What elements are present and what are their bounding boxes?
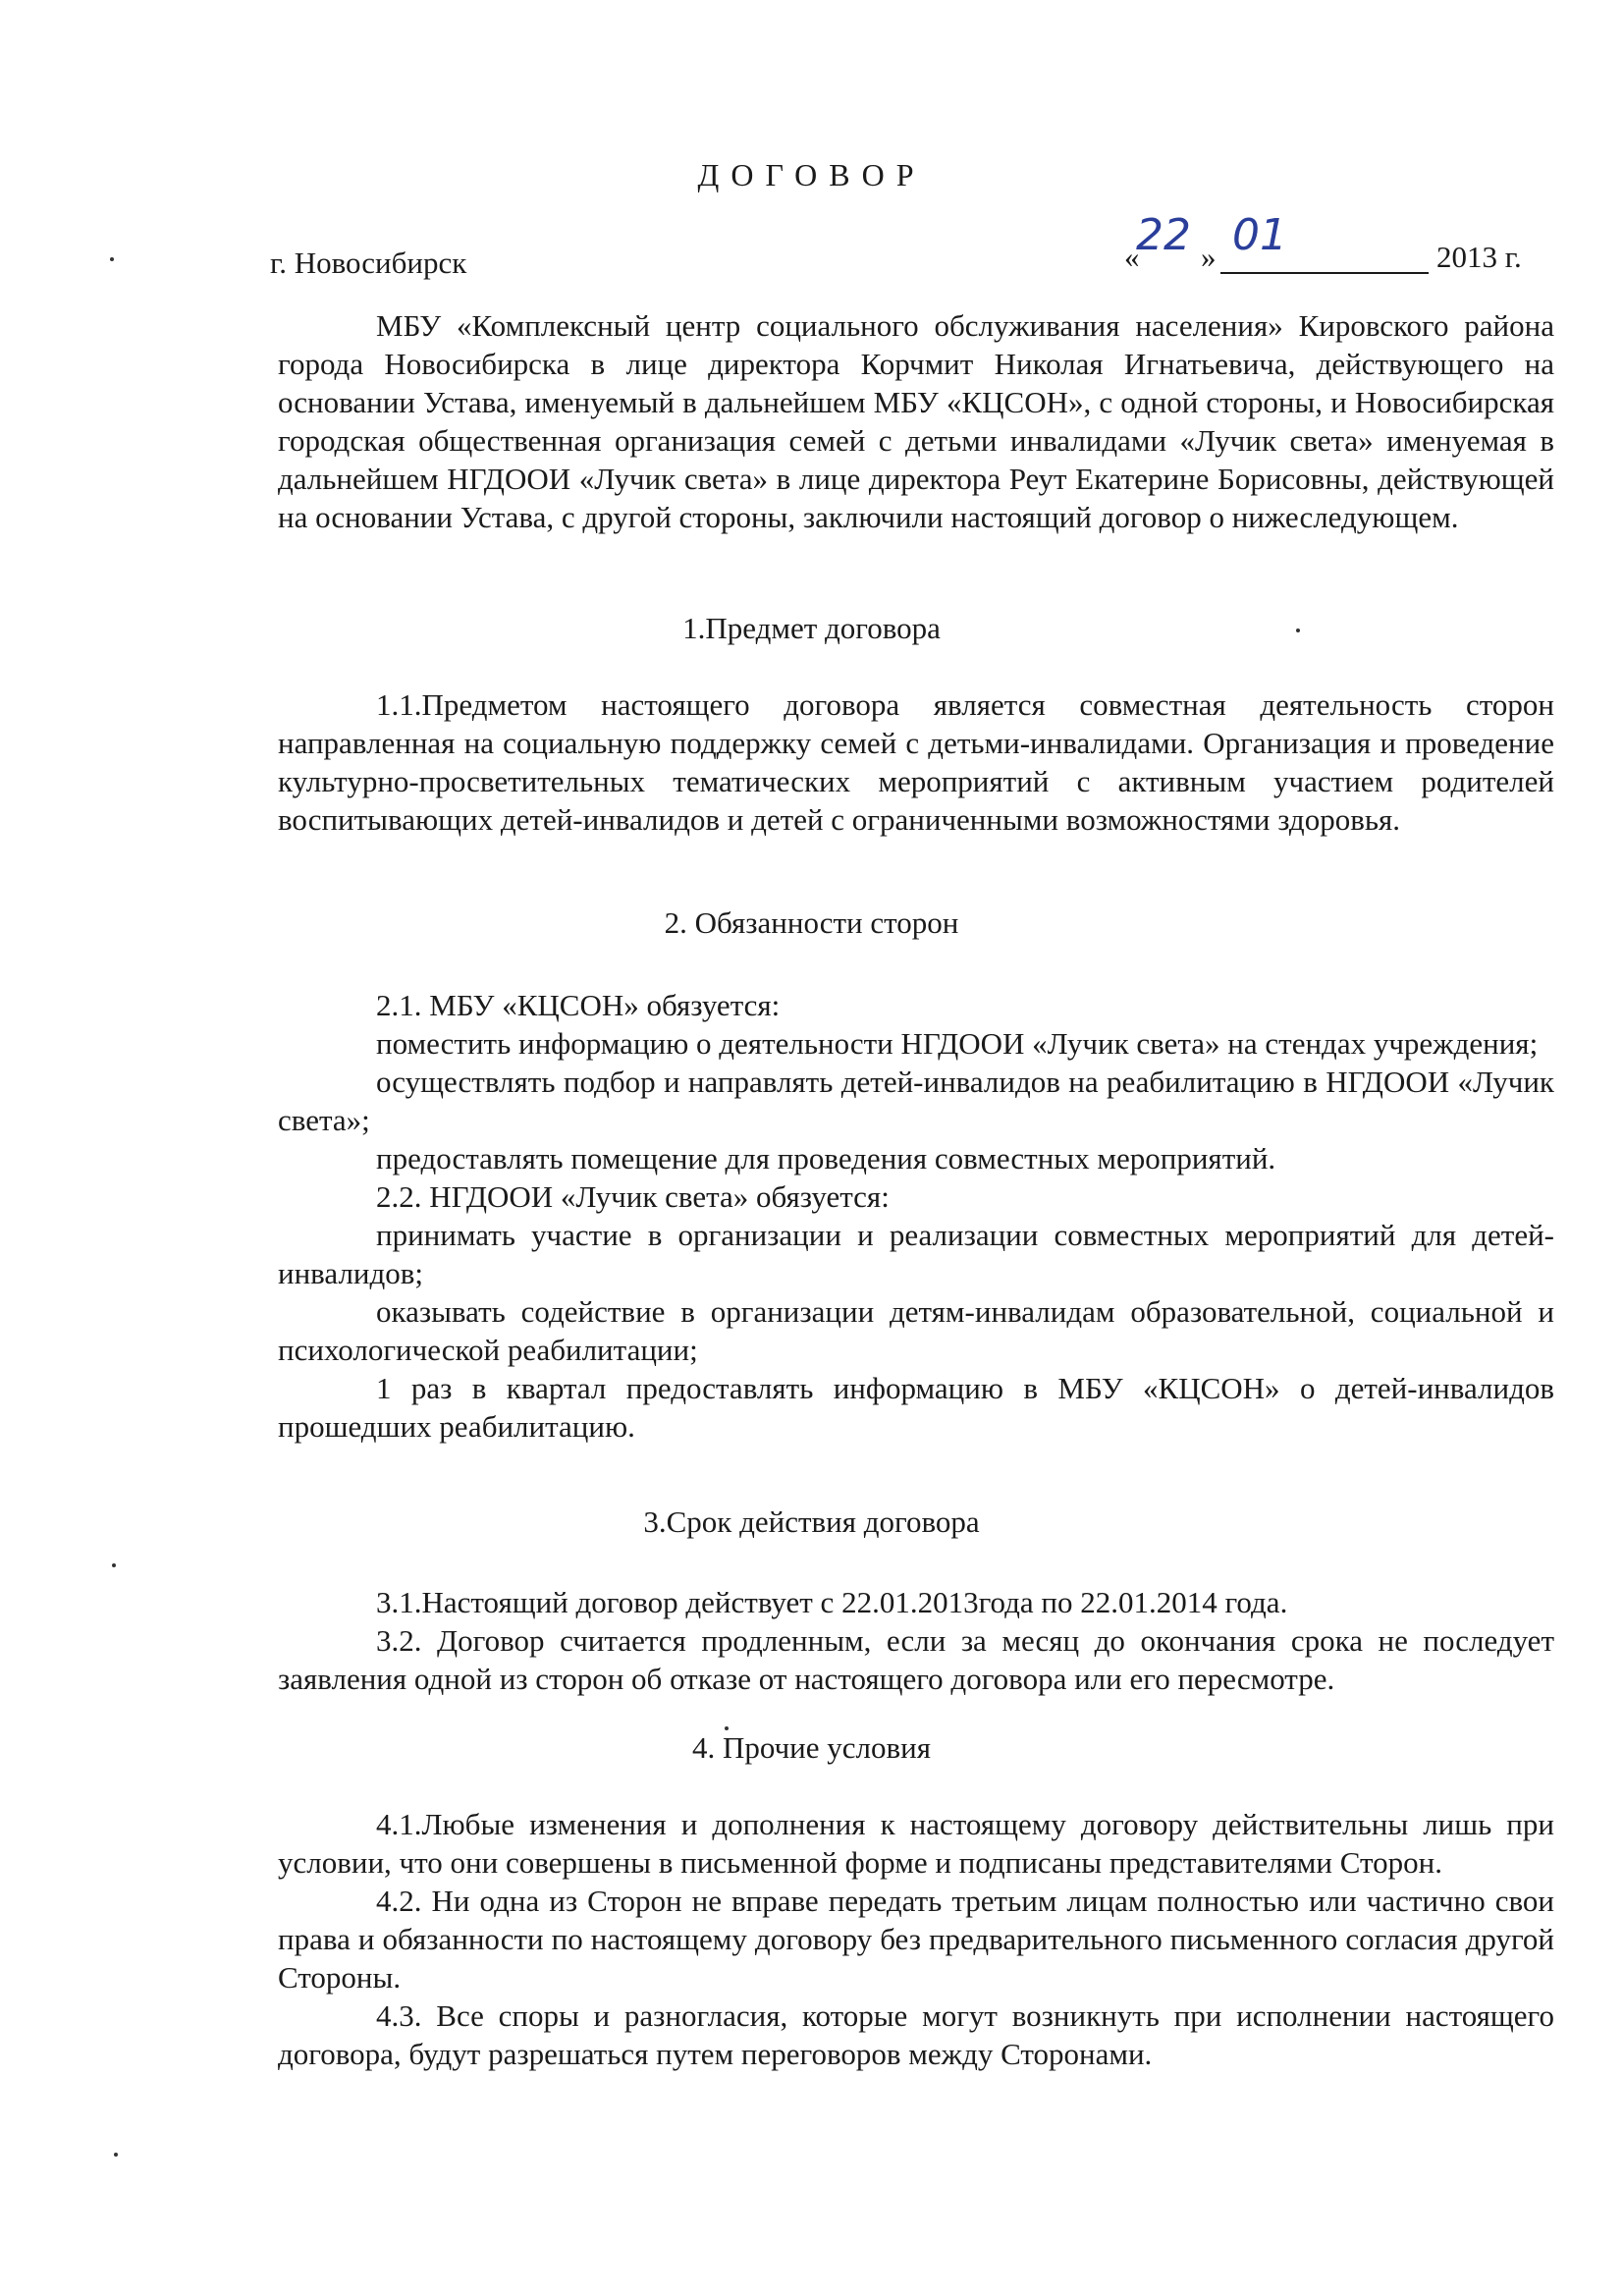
preamble: МБУ «Комплексный центр социального обслуживания населения» Кировского района города Новосибирска в лице директора Корчмит Николая Игнатьевича, действующего на основании Устава, именуемый в дальнейшем МБУ «КЦСОН», с одной стороны, и Новосибирская городская общественная организация семей с детьми инвалидами «Лучик света» именуемая в дальнейшем НГДООИ «Лучик света» в лице директора Реут Екатерине Борисовны, действующей на основании Устава, с другой стороны, заключили настоящий договор о нижеследующем. (278, 308, 1554, 534)
document-title: ДОГОВОР (697, 157, 926, 192)
section3-block (278, 1583, 1554, 1698)
paragraph-1-1: 1.1.Предметом настоящего договора является совместная деятельность сторон направленная на социальную поддержку семей с детьми-инвалидами. Организация и проведение культурно-просветительных тематических мероприятий с активным участием родителей воспитывающих детей-инвалидов и детей с ограниченными возможностями здоровья. (278, 687, 1554, 837)
paragraph-3-2: 3.2. Договор считается продленным, если за месяц до окончания срока не последует заявления одной из сторон об отказе от настоящего договора или его пересмотре. (278, 1623, 1554, 1696)
paragraph-2-2: 2.2. НГДООИ «Лучик света» обязуется: (376, 1179, 890, 1214)
paragraph-2-2-a: принимать участие в организации и реализации совместных мероприятий для детей-инвалидов; (278, 1218, 1554, 1290)
scan-speck (112, 1563, 116, 1567)
date-year: 2013 г. (1436, 240, 1522, 274)
paragraph-2-1-a: поместить информацию о деятельности НГДООИ «Лучик света» на стендах учреждения; (376, 1026, 1539, 1061)
city-label: г. Новосибирск (270, 246, 467, 280)
section2-title: 2. Обязанности сторон (664, 905, 959, 940)
date-close-quote: » (1201, 240, 1217, 274)
section3-title: 3.Срок действия договора (643, 1504, 980, 1539)
section4-title: 4. Прочие условия (692, 1730, 931, 1765)
handwritten-day: 22 (1136, 210, 1191, 260)
scan-speck (725, 1726, 729, 1730)
paragraph-4-2: 4.2. Ни одна из Сторон не вправе передать третьим лицам полностью или частично свои права и обязанности по настоящему договору без предварительного письменного согласия другой Стороны. (278, 1884, 1554, 1995)
paragraph-3-1: 3.1.Настоящий договор действует с 22.01.2013года по 22.01.2014 года. (376, 1585, 1288, 1619)
contract-date (1124, 210, 1537, 277)
paragraph-2-2-c: 1 раз в квартал предоставлять информацию в МБУ «КЦСОН» о детей-инвалидов прошедших реабилитацию. (278, 1371, 1554, 1444)
paragraph-4-1: 4.1.Любые изменения и дополнения к настоящему договору действительны лишь при условии, что они совершены в письменной форме и подписаны представителями Сторон. (278, 1807, 1554, 1880)
section2-block (278, 986, 1554, 1446)
date-underline (1220, 272, 1429, 274)
paragraph-2-1-b: осуществлять подбор и направлять детей-инвалидов на реабилитацию в НГДООИ «Лучик света»; (278, 1065, 1554, 1137)
date-open-quote: « (1124, 240, 1140, 274)
section4-block (278, 1805, 1554, 2073)
preamble-block (278, 306, 1554, 536)
scan-speck (110, 257, 114, 261)
paragraph-4-3: 4.3. Все споры и разногласия, которые могут возникнуть при исполнении настоящего договора, будут разрешаться путем переговоров между Сторонами. (278, 1998, 1554, 2071)
section1-title: 1.Предмет договора (682, 611, 941, 645)
section1-block (278, 685, 1554, 839)
paragraph-2-1-c: предоставлять помещение для проведения совместных мероприятий. (376, 1141, 1276, 1175)
handwritten-month: 01 (1232, 210, 1287, 260)
scan-speck (1296, 629, 1300, 632)
paragraph-2-2-b: оказывать содействие в организации детям-инвалидам образовательной, социальной и психологической реабилитации; (278, 1294, 1554, 1367)
scan-speck (114, 2153, 118, 2157)
paragraph-2-1: 2.1. МБУ «КЦСОН» обязуется: (376, 988, 781, 1022)
